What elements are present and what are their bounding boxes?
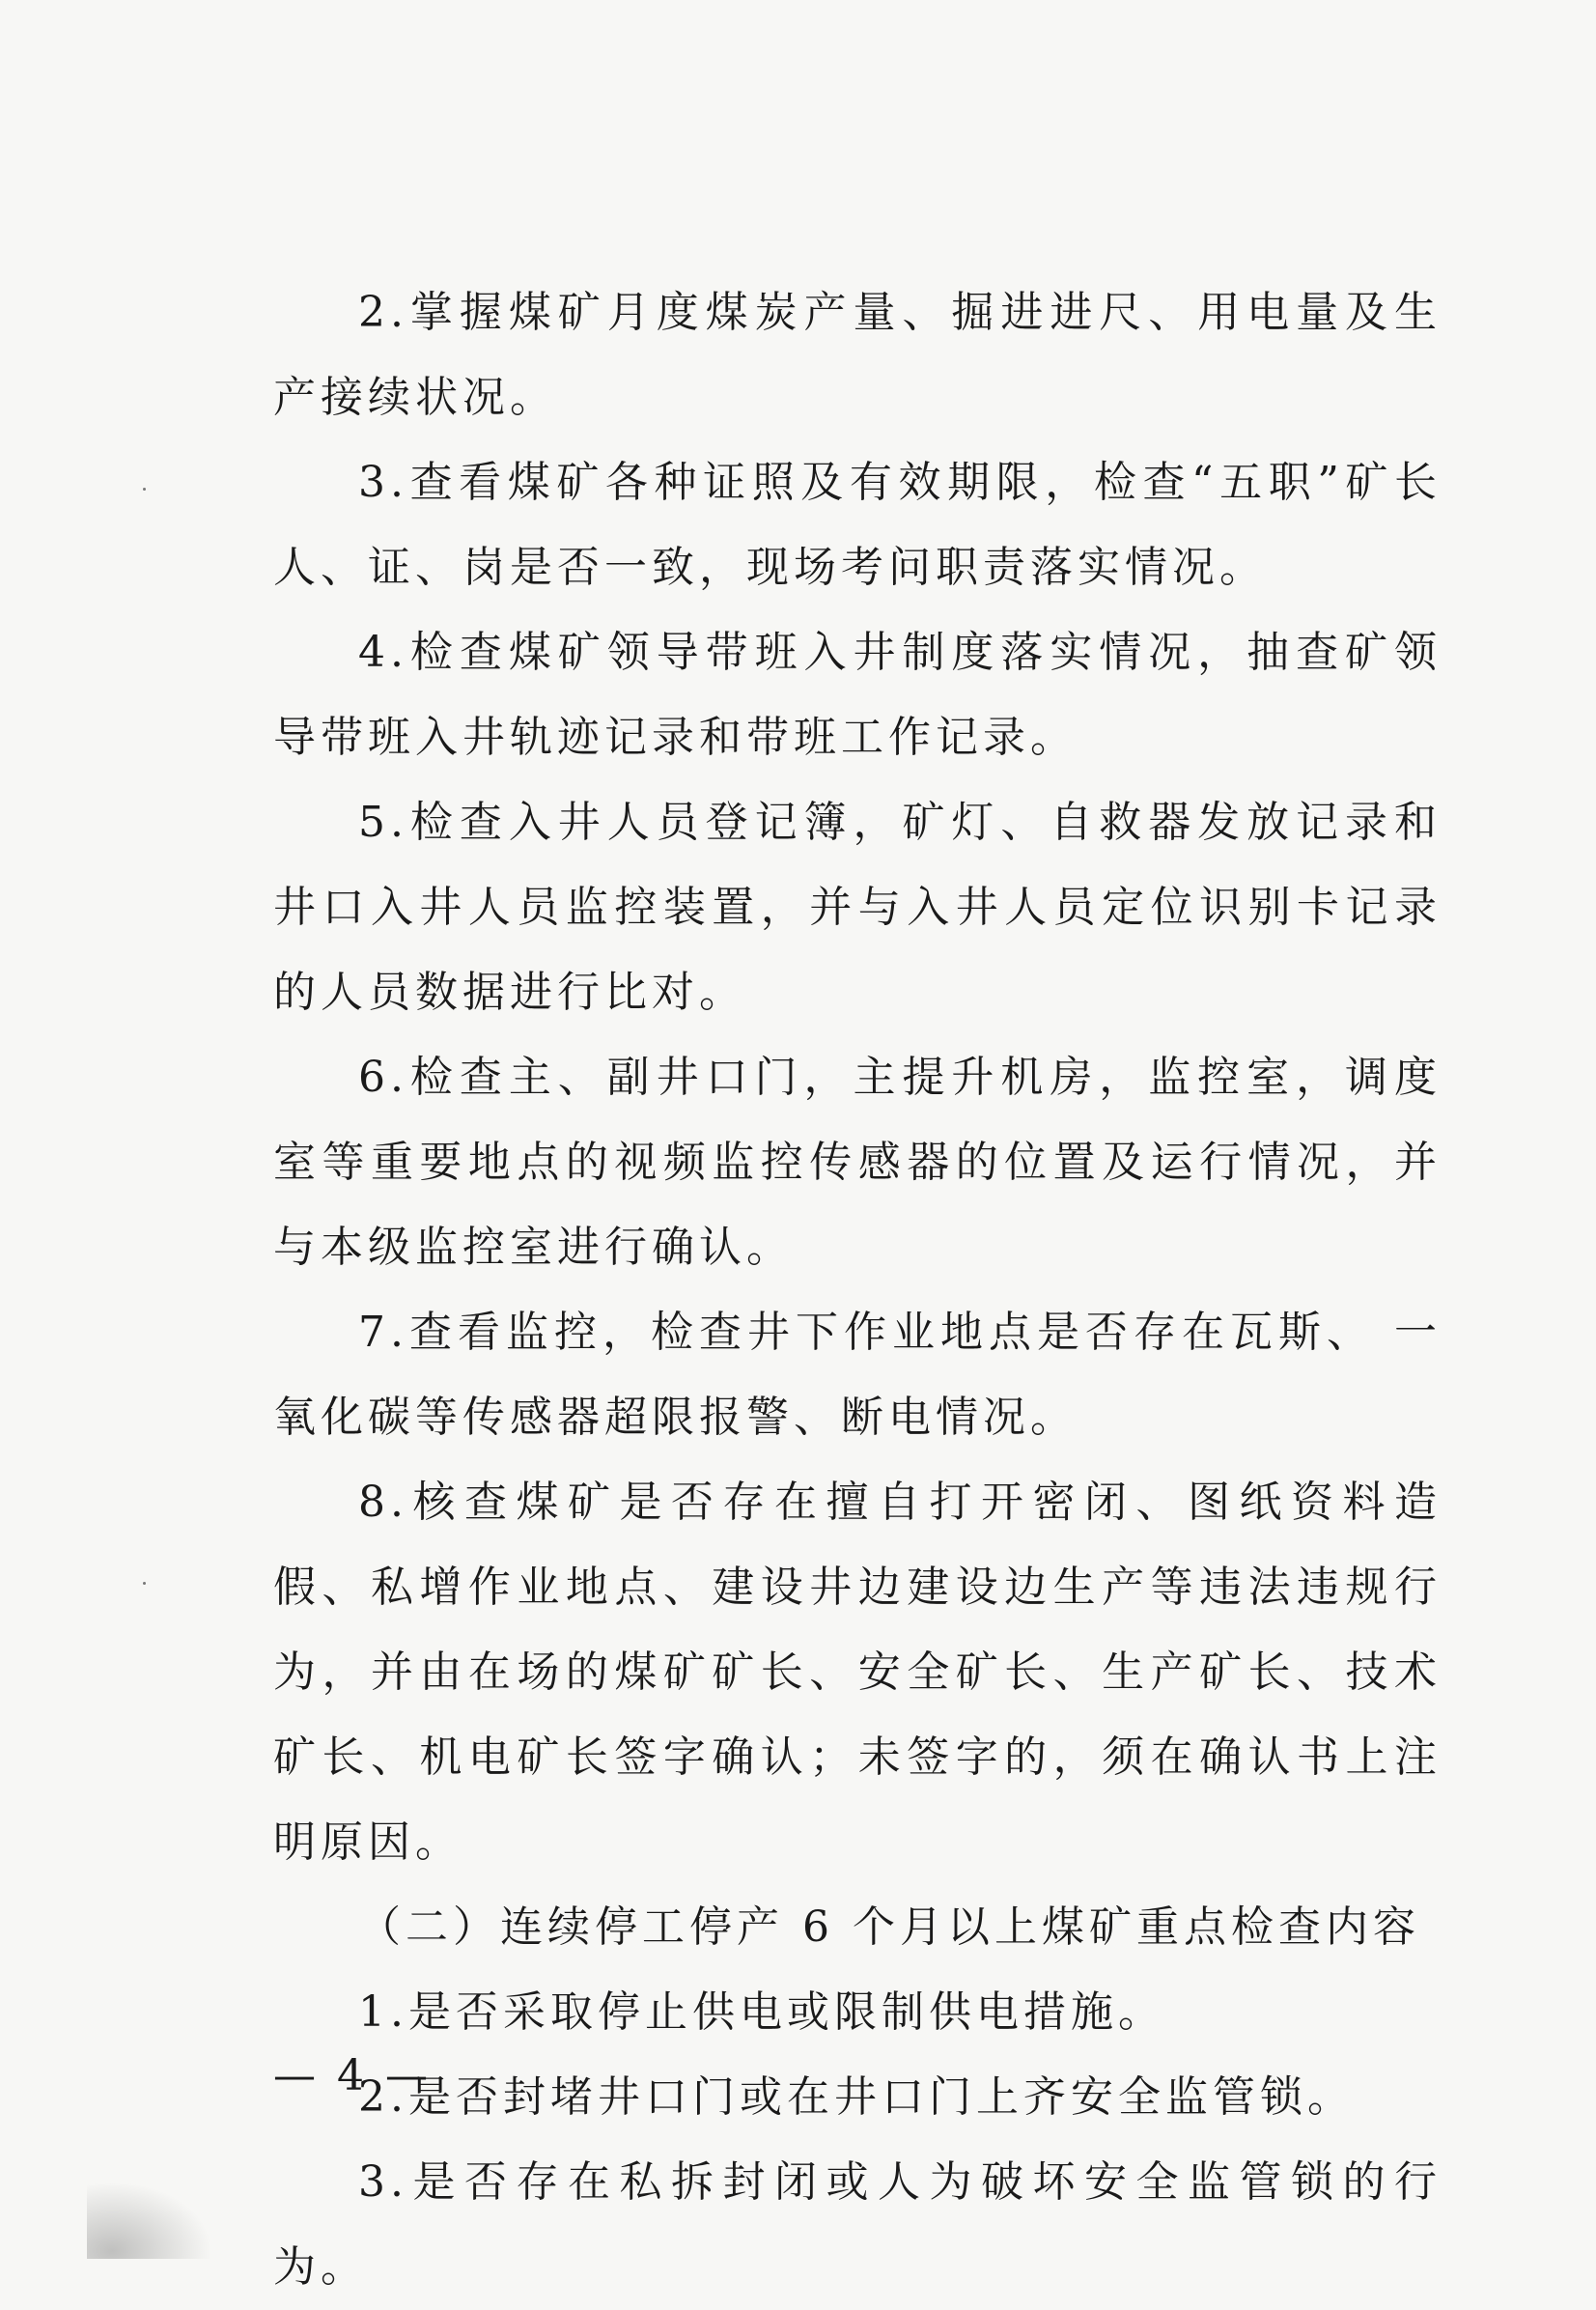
paragraph-item-3: 3.查看煤矿各种证照及有效期限，检查“五职”矿长人、证、岗是否一致，现场考问职责落实情况。 bbox=[273, 458, 1442, 592]
paragraph-item-6: 6.检查主、副井口门，主提升机房，监控室，调度室等重要地点的视频监控传感器的位置及运行情况，并与本级监控室进行确认。 bbox=[273, 1053, 1442, 1272]
paragraph-sub-item-1: 1.是否采取停止供电或限制供电措施。 bbox=[358, 1987, 1165, 2037]
document-body bbox=[273, 270, 1442, 2310]
paragraph-item-2: 2.掌握煤矿月度煤炭产量、掘进进尺、用电量及生产接续状况。 bbox=[273, 288, 1442, 422]
paragraph-sub-item-3: 3.是否存在私拆封闭或人为破坏安全监管锁的行为。 bbox=[273, 2157, 1442, 2292]
section-heading-2: （二）连续停工停产 6 个月以上煤矿重点检查内容 bbox=[358, 1902, 1420, 1952]
scan-smudge bbox=[87, 2182, 212, 2259]
paragraph-item-7: 7.查看监控，检查井下作业地点是否存在瓦斯、 一氧化碳等传感器超限报警、断电情况。 bbox=[273, 1308, 1442, 1442]
paragraph-item-8: 8.核查煤矿是否存在擅自打开密闭、图纸资料造假、私增作业地点、建设井边建设边生产等违法违规行为，并由在场的煤矿矿长、安全矿长、生产矿长、技术矿长、机电矿长签字确认；未签字的，须在确认书上注明原因。 bbox=[273, 1478, 1442, 1867]
scan-speck bbox=[143, 488, 146, 491]
page-number: — 4 — bbox=[273, 2051, 432, 2100]
paragraph-item-5: 5.检查入井人员登记簿，矿灯、自救器发放记录和井口入井人员监控装置，并与入井人员定位识别卡记录的人员数据进行比对。 bbox=[273, 798, 1442, 1017]
paragraph-item-4: 4.检查煤矿领导带班入井制度落实情况，抽查矿领导带班入井轨迹记录和带班工作记录。 bbox=[273, 628, 1442, 762]
paragraph-sub-item-2: 2.是否封堵井口门或在井口门上齐安全监管锁。 bbox=[358, 2072, 1355, 2122]
scan-speck bbox=[143, 1582, 146, 1585]
